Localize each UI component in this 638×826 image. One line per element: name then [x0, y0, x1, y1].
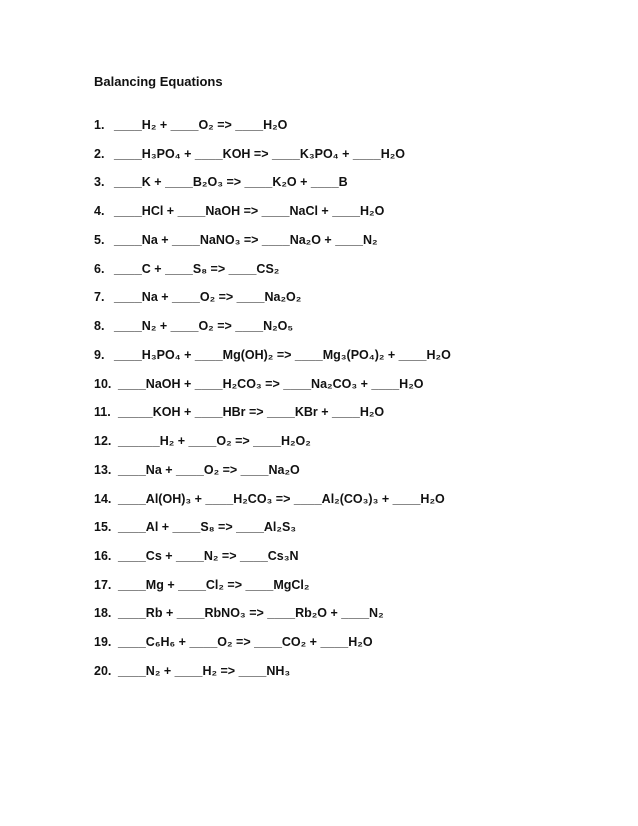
- equation-number: 5.: [94, 232, 105, 247]
- equation-number: 12.: [94, 434, 112, 449]
- equation-item: [94, 319, 451, 348]
- equation-item: [94, 290, 451, 319]
- equation-number: 8.: [94, 319, 105, 334]
- equation-text: ____C₆H₆ + ____O₂ => ____CO₂ + ____H₂O: [118, 635, 373, 650]
- equation-number: 11.: [94, 405, 111, 420]
- equation-number: 17.: [94, 577, 112, 592]
- equation-item: [94, 664, 451, 693]
- equation-item: [94, 147, 451, 176]
- equation-text: ____Rb + ____RbNO₃ => ____Rb₂O + ____N₂: [118, 606, 384, 621]
- equation-item: [94, 492, 451, 521]
- equation-item: [94, 233, 451, 262]
- equation-text: ____Al(OH)₃ + ____H₂CO₃ => ____Al₂(CO₃)₃ + ____H₂O: [118, 491, 445, 506]
- equation-number: 20.: [94, 663, 112, 678]
- equation-text: ____Al + ____S₈ => ____Al₂S₃: [118, 520, 297, 535]
- equation-text: ____H₃PO₄ + ____Mg(OH)₂ => ____Mg₃(PO₄)₂ + ____H₂O: [114, 347, 451, 362]
- equation-item: [94, 348, 451, 377]
- equation-list: [94, 118, 451, 693]
- equation-item: [94, 549, 451, 578]
- equation-number: 16.: [94, 549, 112, 564]
- equation-number: 2.: [94, 146, 105, 161]
- equation-item: [94, 635, 451, 664]
- equation-item: [94, 175, 451, 204]
- equation-text: ____Mg + ____Cl₂ => ____MgCl₂: [118, 577, 310, 592]
- equation-number: 19.: [94, 635, 112, 650]
- equation-item: [94, 118, 451, 147]
- equation-number: 7.: [94, 290, 105, 305]
- equation-number: 1.: [94, 118, 105, 132]
- equation-text: ____Na + ____NaNO₃ => ____Na₂O + ____N₂: [114, 232, 378, 247]
- worksheet-title: Balancing Equations: [94, 74, 223, 89]
- equation-number: 9.: [94, 347, 105, 362]
- equation-text: ______H₂ + ____O₂ => ____H₂O₂: [118, 434, 311, 449]
- equation-number: 18.: [94, 606, 112, 621]
- equation-number: 10.: [94, 376, 112, 391]
- equation-text: ____Cs + ____N₂ => ____Cs₃N: [118, 549, 299, 564]
- equation-text: ____C + ____S₈ => ____CS₂: [114, 261, 280, 276]
- equation-number: 15.: [94, 520, 112, 535]
- equation-item: [94, 204, 451, 233]
- equation-item: [94, 463, 451, 492]
- equation-number: 6.: [94, 261, 105, 276]
- equation-item: [94, 520, 451, 549]
- equation-text: ____HCl + ____NaOH => ____NaCl + ____H₂O: [114, 204, 385, 219]
- equation-number: 3.: [94, 175, 105, 190]
- equation-text: ____N₂ + ____H₂ => ____NH₃: [118, 663, 291, 678]
- equation-item: [94, 377, 451, 406]
- equation-text: ____Na + ____O₂ => ____Na₂O₂: [114, 290, 302, 305]
- equation-item: [94, 578, 451, 607]
- equation-text: ____K + ____B₂O₃ => ____K₂O + ____B: [114, 175, 348, 190]
- equation-item: [94, 434, 451, 463]
- equation-text: ____H₃PO₄ + ____KOH => ____K₃PO₄ + ____H₂O: [114, 146, 405, 161]
- equation-number: 14.: [94, 491, 112, 506]
- equation-number: 4.: [94, 204, 105, 219]
- equation-text: _____KOH + ____HBr => ____KBr + ____H₂O: [118, 405, 385, 420]
- equation-item: [94, 262, 451, 291]
- equation-item: [94, 405, 451, 434]
- equation-item: [94, 606, 451, 635]
- equation-number: 13.: [94, 462, 112, 477]
- equation-text: ____NaOH + ____H₂CO₃ => ____Na₂CO₃ + ____H₂O: [118, 376, 424, 391]
- equation-text: ____H₂ + ____O₂ => ____H₂O: [114, 118, 288, 132]
- equation-text: ____Na + ____O₂ => ____Na₂O: [118, 462, 300, 477]
- equation-text: ____N₂ + ____O₂ => ____N₂O₅: [114, 319, 294, 334]
